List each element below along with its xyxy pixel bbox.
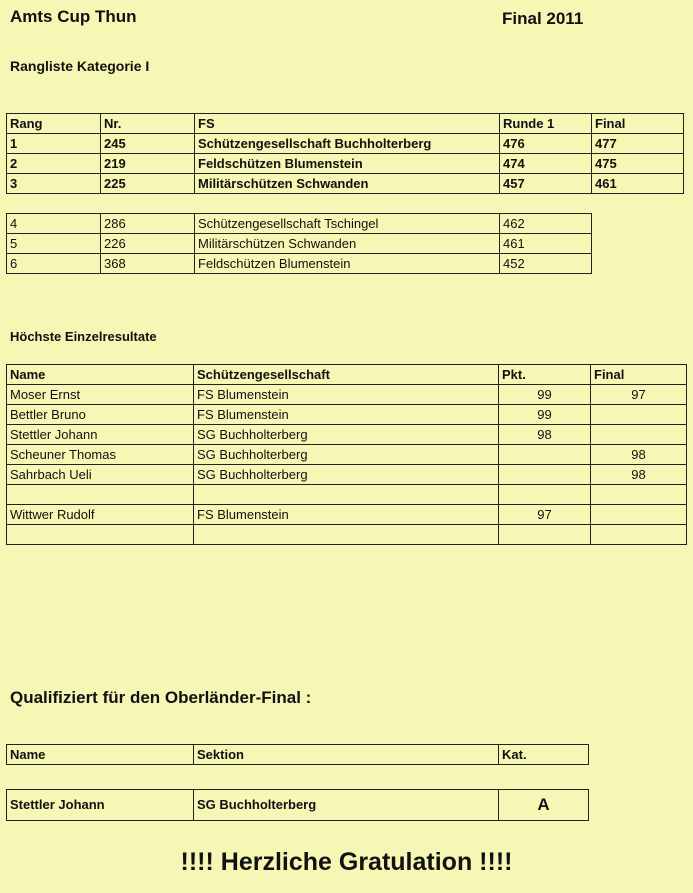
- qualified-heading: Qualifiziert für den Oberländer-Final :: [10, 688, 312, 707]
- individual-header-row: [7, 365, 687, 385]
- table-row: [7, 214, 592, 234]
- col-name: Name: [7, 745, 194, 765]
- cell-sektion: SG Buchholterberg: [194, 790, 499, 821]
- cell-name: [7, 525, 194, 545]
- cell-final: [591, 485, 687, 505]
- cell-rang: 1: [7, 134, 101, 154]
- table-row: [7, 234, 592, 254]
- cell-pkt: [499, 445, 591, 465]
- col-runde1: Runde 1: [500, 114, 592, 134]
- table-row: [7, 505, 687, 525]
- table-row: [7, 485, 687, 505]
- col-name: Name: [7, 365, 194, 385]
- cell-pkt: 99: [499, 405, 591, 425]
- cell-nr: 225: [101, 174, 195, 194]
- cell-pkt: [499, 485, 591, 505]
- col-kat: Kat.: [499, 745, 589, 765]
- table-row: [7, 790, 589, 821]
- cell-nr: 226: [101, 234, 195, 254]
- cell-pkt: 98: [499, 425, 591, 445]
- cell-nr: 286: [101, 214, 195, 234]
- individual-heading: Höchste Einzelresultate: [10, 329, 157, 344]
- qualified-header-table: [6, 744, 589, 765]
- cell-name: Sahrbach Ueli: [7, 465, 194, 485]
- qualified-row-table: [6, 789, 589, 821]
- ranking-other-table: [6, 213, 592, 274]
- cell-final: [591, 405, 687, 425]
- cell-name: Wittwer Rudolf: [7, 505, 194, 525]
- cell-rang: 4: [7, 214, 101, 234]
- cell-fs: Schützengesellschaft Buchholterberg: [195, 134, 500, 154]
- cell-nr: 368: [101, 254, 195, 274]
- cell-final: [591, 525, 687, 545]
- cell-fs: Feldschützen Blumenstein: [195, 254, 500, 274]
- ranking-header-row: [7, 114, 684, 134]
- cell-nr: 219: [101, 154, 195, 174]
- col-final: Final: [592, 114, 684, 134]
- cell-rang: 5: [7, 234, 101, 254]
- cell-final: 461: [592, 174, 684, 194]
- cell-pkt: [499, 525, 591, 545]
- cell-gesellschaft: SG Buchholterberg: [194, 465, 499, 485]
- cell-pkt: 99: [499, 385, 591, 405]
- col-final: Final: [591, 365, 687, 385]
- cell-gesellschaft: [194, 485, 499, 505]
- table-row: [7, 254, 592, 274]
- cell-fs: Feldschützen Blumenstein: [195, 154, 500, 174]
- cell-gesellschaft: FS Blumenstein: [194, 505, 499, 525]
- congratulation-message: !!!! Herzliche Gratulation !!!!: [180, 848, 513, 876]
- cell-gesellschaft: SG Buchholterberg: [194, 425, 499, 445]
- document-title: Amts Cup Thun: [10, 7, 137, 26]
- cell-final: 475: [592, 154, 684, 174]
- cell-runde1: 452: [500, 254, 592, 274]
- cell-fs: Schützengesellschaft Tschingel: [195, 214, 500, 234]
- cell-final: 477: [592, 134, 684, 154]
- col-sektion: Sektion: [194, 745, 499, 765]
- cell-kat: A: [499, 790, 589, 821]
- cell-runde1: 474: [500, 154, 592, 174]
- cell-fs: Militärschützen Schwanden: [195, 174, 500, 194]
- cell-name: Moser Ernst: [7, 385, 194, 405]
- cell-runde1: 457: [500, 174, 592, 194]
- cell-gesellschaft: FS Blumenstein: [194, 385, 499, 405]
- ranking-heading: Rangliste Kategorie I: [10, 58, 150, 74]
- ranking-top-table: [6, 113, 684, 194]
- cell-pkt: 97: [499, 505, 591, 525]
- cell-rang: 2: [7, 154, 101, 174]
- table-row: [7, 425, 687, 445]
- cell-final: 98: [591, 465, 687, 485]
- qualified-header-row: [7, 745, 589, 765]
- table-row: [7, 134, 684, 154]
- cell-gesellschaft: [194, 525, 499, 545]
- table-row: [7, 445, 687, 465]
- table-row: [7, 385, 687, 405]
- col-nr: Nr.: [101, 114, 195, 134]
- cell-runde1: 462: [500, 214, 592, 234]
- cell-rang: 3: [7, 174, 101, 194]
- cell-name: Stettler Johann: [7, 425, 194, 445]
- table-row: [7, 525, 687, 545]
- cell-pkt: [499, 465, 591, 485]
- col-rang: Rang: [7, 114, 101, 134]
- col-fs: FS: [195, 114, 500, 134]
- event-label: Final 2011: [502, 9, 584, 28]
- individual-table: [6, 364, 687, 545]
- cell-fs: Militärschützen Schwanden: [195, 234, 500, 254]
- table-row: [7, 465, 687, 485]
- cell-gesellschaft: FS Blumenstein: [194, 405, 499, 425]
- cell-name: Stettler Johann: [7, 790, 194, 821]
- cell-nr: 245: [101, 134, 195, 154]
- cell-final: 97: [591, 385, 687, 405]
- cell-name: Scheuner Thomas: [7, 445, 194, 465]
- col-pkt: Pkt.: [499, 365, 591, 385]
- cell-name: [7, 485, 194, 505]
- cell-rang: 6: [7, 254, 101, 274]
- cell-final: 98: [591, 445, 687, 465]
- cell-final: [591, 505, 687, 525]
- col-gesellschaft: Schützengesellschaft: [194, 365, 499, 385]
- cell-runde1: 476: [500, 134, 592, 154]
- table-row: [7, 174, 684, 194]
- table-row: [7, 405, 687, 425]
- cell-gesellschaft: SG Buchholterberg: [194, 445, 499, 465]
- cell-name: Bettler Bruno: [7, 405, 194, 425]
- table-row: [7, 154, 684, 174]
- cell-runde1: 461: [500, 234, 592, 254]
- cell-final: [591, 425, 687, 445]
